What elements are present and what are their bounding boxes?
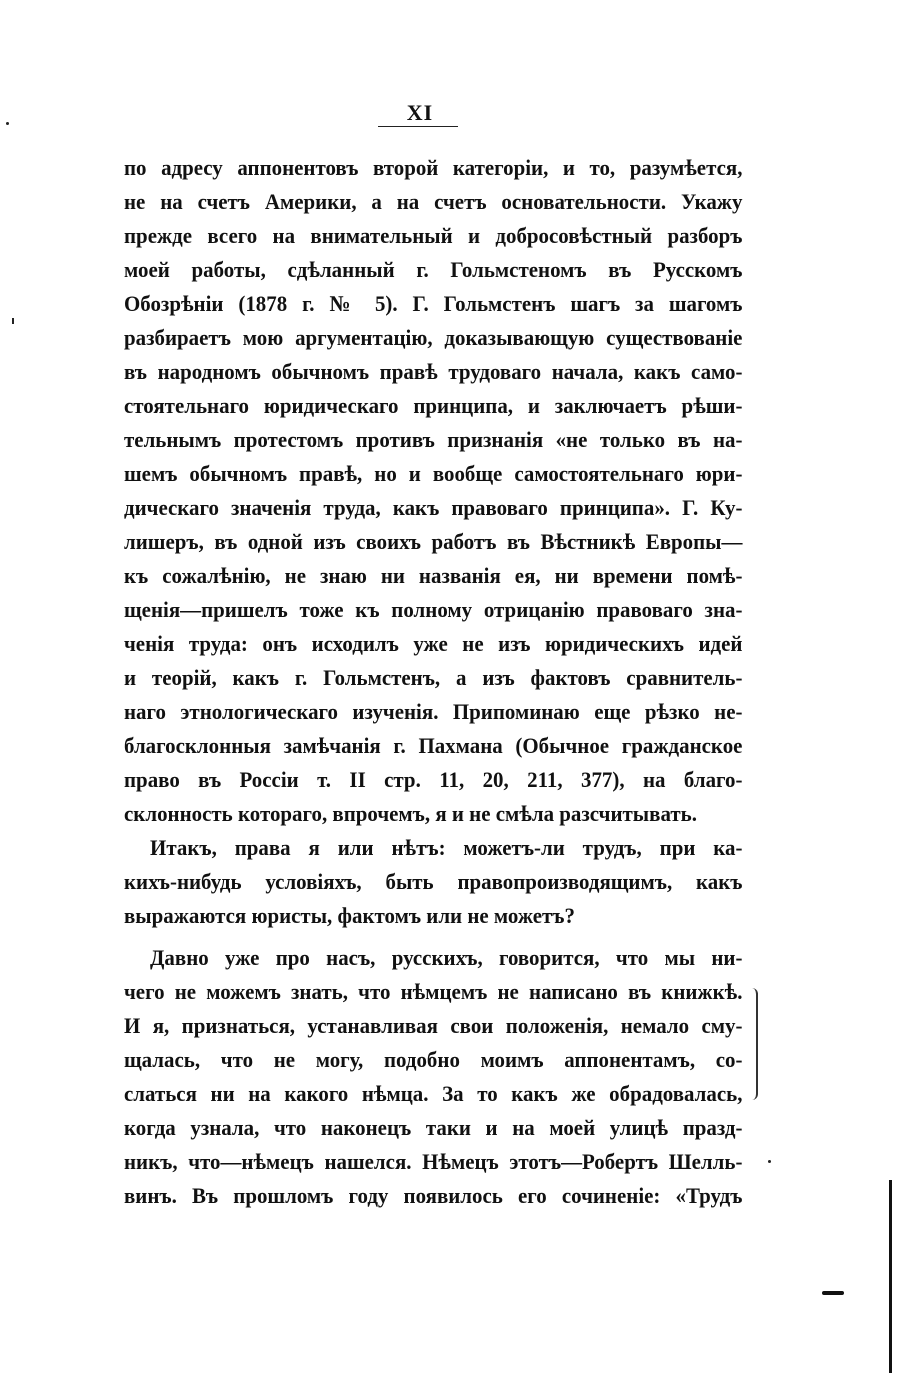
text-line: Итакъ, права я или нѣтъ: можетъ-ли трудъ, при ка- [150, 835, 743, 860]
text-line: лишеръ, въ одной изъ своихъ работъ въ Вѣстникѣ Европы— [124, 529, 743, 554]
text-line: Обозрѣніи (1878 г. № 5). Г. Гольмстенъ шагъ за шагомъ [124, 291, 743, 316]
text-line: Давно уже про насъ, русскихъ, говорится, что мы ни- [150, 945, 743, 970]
margin-bracket-mark [748, 988, 758, 1100]
text-line: винъ. Въ прошломъ году появилось его сочиненіе: «Трудъ [124, 1183, 743, 1208]
text-line: къ сожалѣнію, не знаю ни названія ея, ни времени помѣ- [124, 563, 743, 588]
text-line: когда узнала, что наконецъ таки и на моей улицѣ празд- [124, 1115, 743, 1140]
scan-edge-bar [889, 1180, 892, 1373]
text-line: чего не можемъ знать, что нѣмцемъ не написано въ книжкѣ. [124, 979, 743, 1004]
text-line: моей работы, сдѣланный г. Гольмстеномъ въ Русскомъ [124, 257, 743, 282]
paragraph-gap [124, 933, 742, 941]
text-line: шемъ обычномъ правѣ, но и вообще самостоятельнаго юри- [124, 461, 743, 486]
text-line: право въ Россіи т. II стр. 11, 20, 211, 377), на благо- [124, 767, 743, 792]
text-line: разбираетъ мою аргументацію, доказывающую существованіе [124, 325, 743, 350]
text-line: благосклонныя замѣчанія г. Пахмана (Обычное гражданское [124, 733, 743, 758]
speck-mark [12, 318, 14, 324]
text-line: слаться ни на какого нѣмца. За то какъ же обрадовалась, [124, 1081, 743, 1106]
header-rule [378, 126, 458, 127]
text-line: никъ, что—нѣмецъ нашелся. Нѣмецъ этотъ—Робертъ Шелль- [124, 1149, 743, 1174]
text-line: дическаго значенія труда, какъ правоваго принципа». Г. Ку- [124, 495, 743, 520]
body-text [124, 151, 742, 1213]
text-line: И я, признаться, устанавливая свои положенія, немало сму- [124, 1013, 743, 1038]
text-line: тельнымъ протестомъ противъ признанія «не только въ на- [124, 427, 743, 452]
page-number: XI [406, 100, 434, 125]
speck-mark [768, 1160, 771, 1163]
text-line: и теорій, какъ г. Гольмстенъ, а изъ фактовъ сравнитель- [124, 665, 743, 690]
text-line: стоятельнаго юридическаго принципа, и заключаетъ рѣши- [124, 393, 743, 418]
text-line: кихъ-нибудь условіяхъ, быть правопроизводящимъ, какъ [124, 869, 743, 894]
text-line: прежде всего на внимательный и добросовѣстный разборъ [124, 223, 743, 248]
text-line: щенія—пришелъ тоже къ полному отрицанію правоваго зна- [124, 597, 743, 622]
text-line: склонность котораго, впрочемъ, я и не смѣла разсчитывать. [124, 801, 697, 826]
text-line: въ народномъ обычномъ правѣ трудоваго начала, какъ само- [124, 359, 743, 384]
text-line: наго этнологическаго изученія. Припоминаю еще рѣзко не- [124, 699, 743, 724]
speck-mark [6, 122, 9, 125]
text-line: ченія труда: онъ исходилъ уже не изъ юридическихъ идей [124, 631, 743, 656]
scan-dash-mark [822, 1291, 844, 1295]
text-line: не на счетъ Америки, а на счетъ основательности. Укажу [124, 189, 743, 214]
text-line: по адресу аппонентовъ второй категоріи, и то, разумѣется, [124, 155, 743, 180]
text-line: щалась, что не могу, подобно моимъ аппонентамъ, со- [124, 1047, 743, 1072]
text-line: выражаются юристы, фактомъ или не можетъ? [124, 903, 575, 928]
